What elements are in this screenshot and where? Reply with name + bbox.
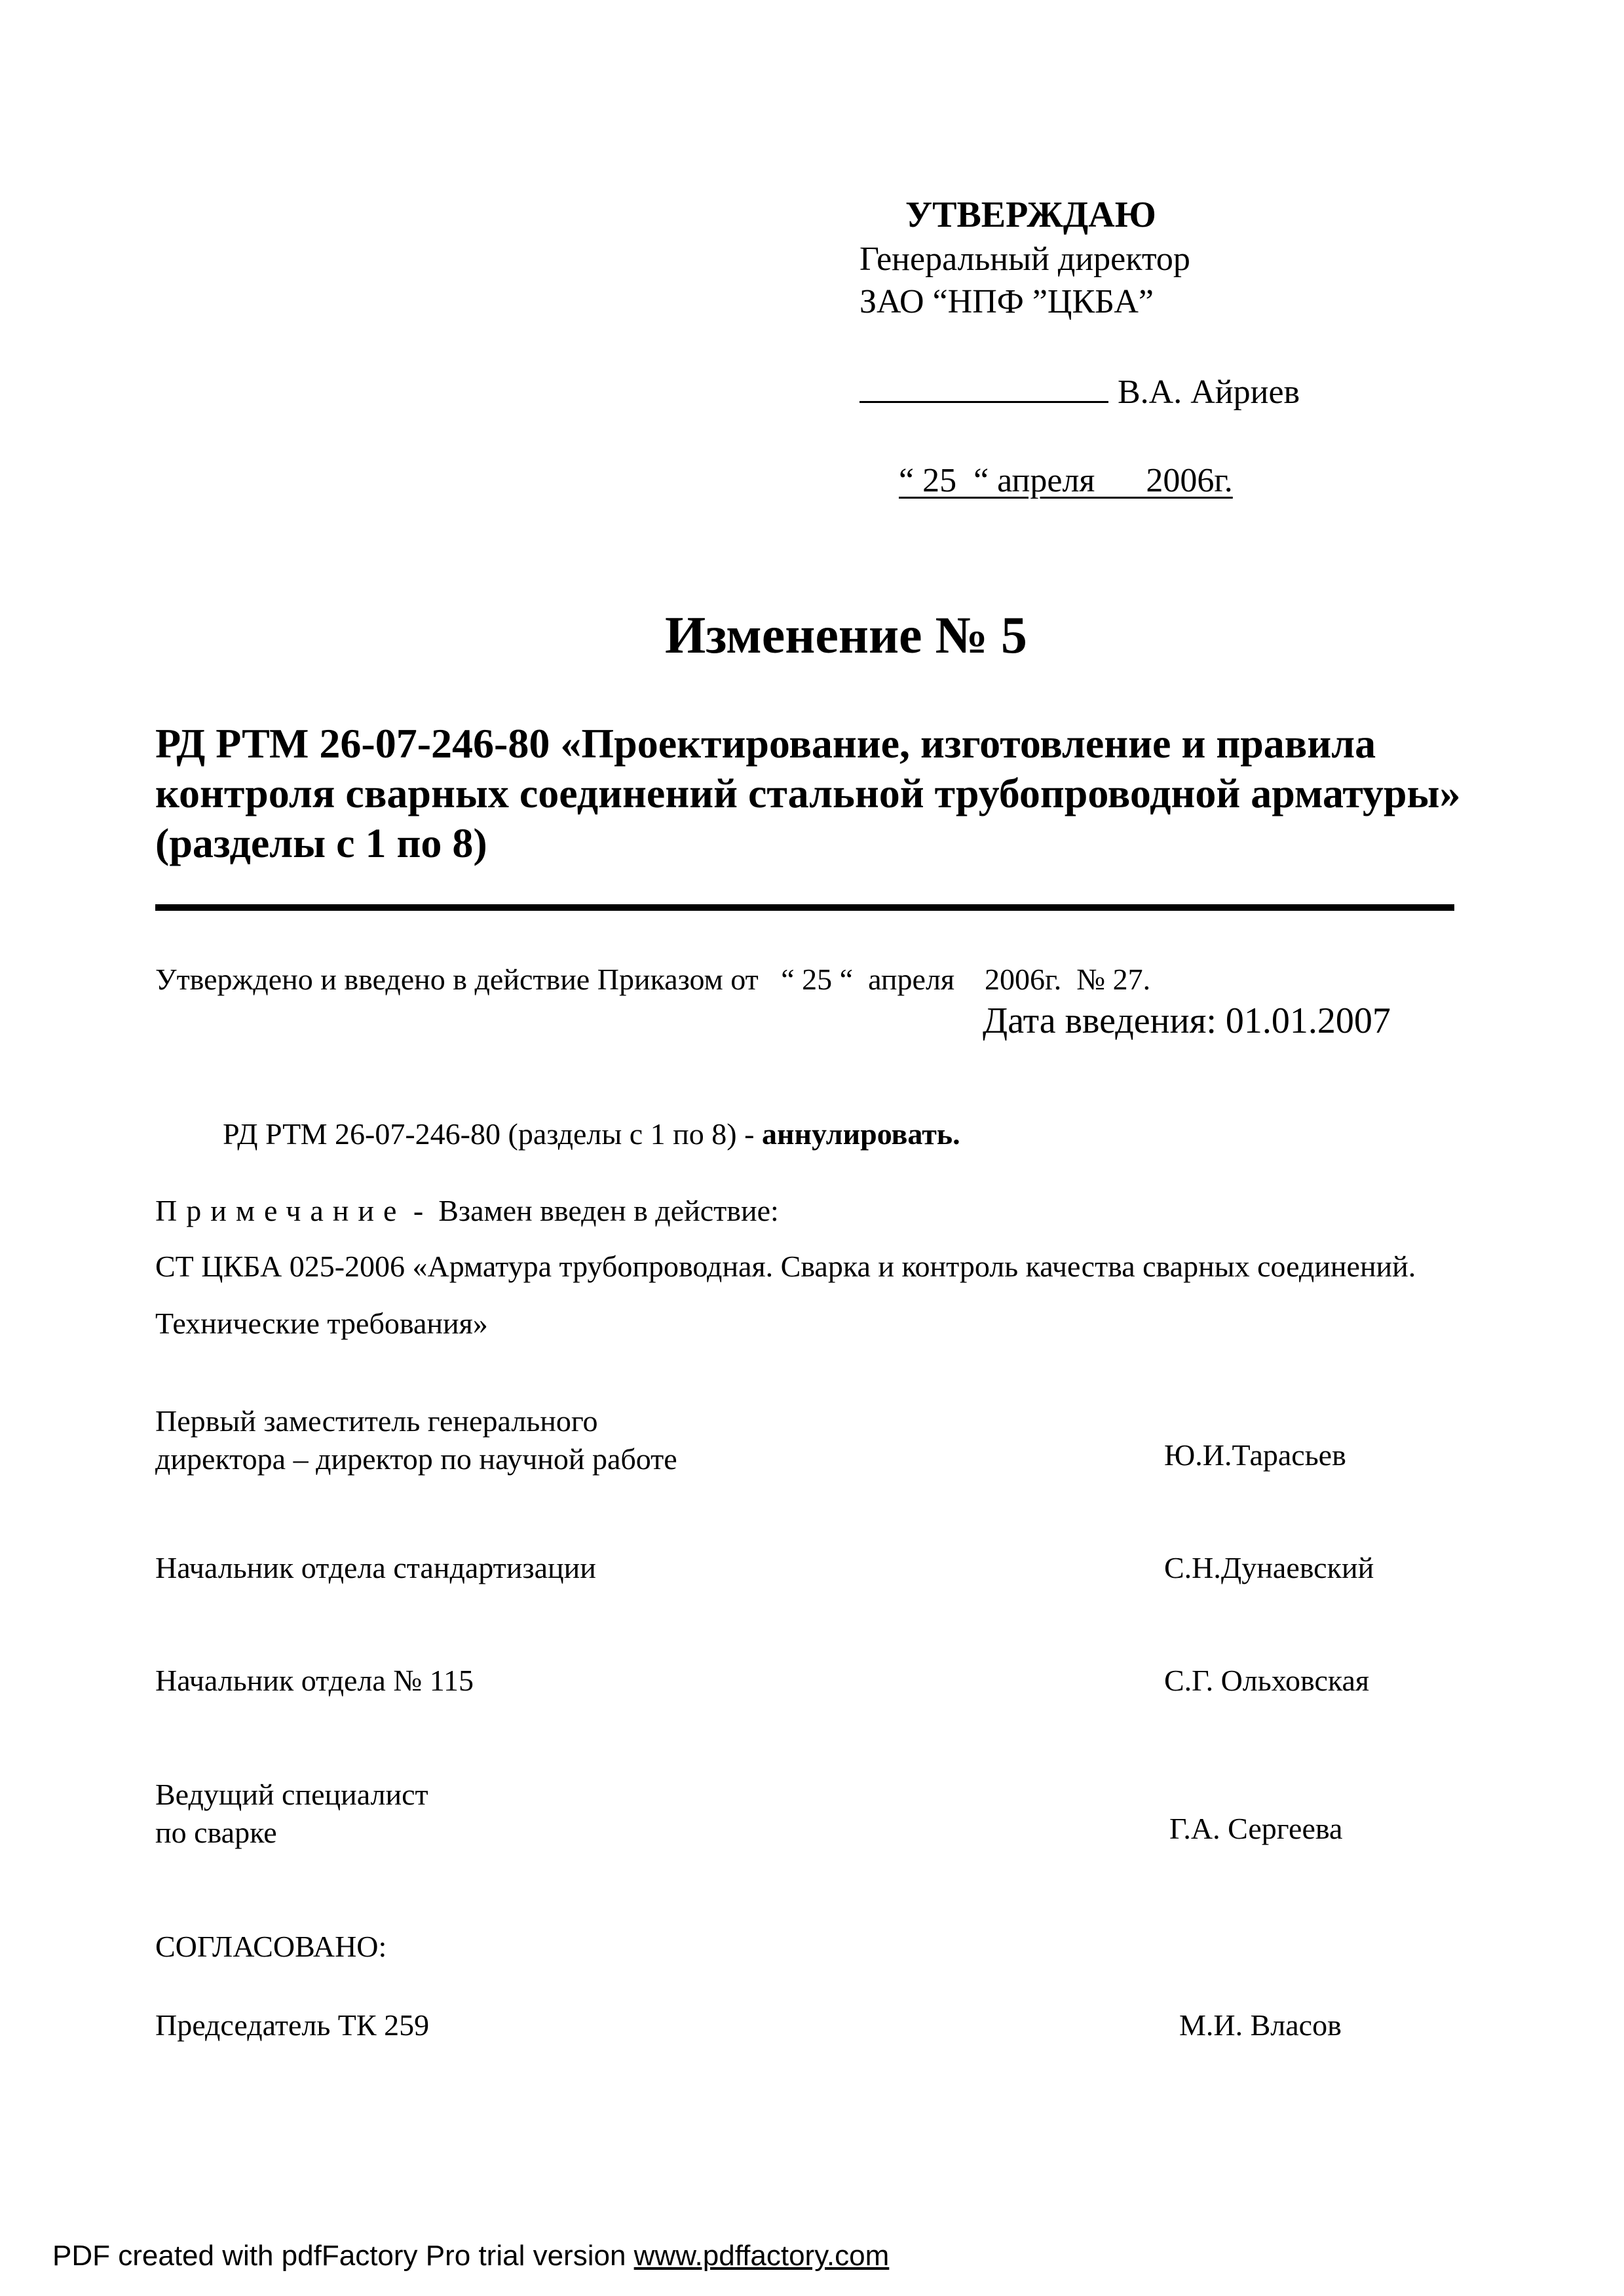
- subtitle-line: (разделы с 1 по 8): [155, 820, 487, 866]
- order-text: Утверждено и введено в действие Приказом от “ 25 “ апреля 2006г. № 27.: [155, 963, 1151, 996]
- position-line: директора – директор по научной работе: [155, 1442, 677, 1476]
- annul-line: [223, 1119, 960, 1149]
- approval-date: “ 25 “ апреля 2006г.: [899, 462, 1233, 499]
- signature-position-2: Начальник отдела стандартизации: [155, 1551, 596, 1584]
- replacement-line-2: Технические требования»: [155, 1307, 488, 1340]
- horizontal-rule: [155, 904, 1454, 911]
- effective-date: Дата введения: 01.01.2007: [983, 1001, 1391, 1041]
- agreed-heading: СОГЛАСОВАНО:: [155, 1930, 387, 1963]
- signature-name-4: Г.А. Сергеева: [1169, 1812, 1343, 1845]
- annul-text: РД РТМ 26-07-246-80 (разделы с 1 по 8) -: [223, 1117, 755, 1151]
- signature-position-3: Начальник отдела № 115: [155, 1664, 474, 1697]
- position-line: Первый заместитель генерального: [155, 1404, 598, 1438]
- document-subtitle: [155, 719, 1460, 868]
- approval-position: Генеральный директор: [859, 240, 1190, 278]
- document-title: Изменение № 5: [665, 607, 1027, 664]
- approval-signatory: В.А. Айриев: [1118, 373, 1300, 411]
- approval-heading: УТВЕРЖДАЮ: [905, 195, 1156, 235]
- annul-action: аннулировать.: [761, 1117, 960, 1151]
- replacement-line-1: СТ ЦКБА 025-2006 «Арматура трубопроводная. Сварка и контроль качества сварных соединений.: [155, 1250, 1416, 1283]
- approval-organization: ЗАО “НПФ ”ЦКБА”: [859, 283, 1154, 320]
- footer-link[interactable]: www.pdffactory.com: [633, 2240, 890, 2272]
- agreed-name: М.И. Власов: [1179, 2008, 1342, 2042]
- subtitle-line: контроля сварных соединений стальной трубопроводной арматуры»: [155, 770, 1461, 816]
- signature-position-4: [155, 1776, 428, 1852]
- signature-name-3: С.Г. Ольховская: [1164, 1664, 1370, 1697]
- note-text: - Взамен введен в действие:: [406, 1194, 779, 1227]
- signature-line: [859, 375, 1108, 403]
- footer-text: PDF created with pdfFactory Pro trial version: [52, 2240, 634, 2272]
- subtitle-line: РД РТМ 26-07-246-80 «Проектирование, изготовление и правила: [155, 720, 1376, 767]
- signature-name-1: Ю.И.Тарасьев: [1164, 1438, 1346, 1472]
- position-line: по сварке: [155, 1816, 277, 1849]
- pdf-footer: [52, 2240, 889, 2272]
- agreed-position: Председатель ТК 259: [155, 2008, 430, 2042]
- note-label: Примечание: [155, 1194, 406, 1227]
- position-line: Ведущий специалист: [155, 1778, 428, 1811]
- signature-name-2: С.Н.Дунаевский: [1164, 1551, 1374, 1584]
- note-line: [155, 1196, 779, 1226]
- approval-signature-row: [859, 375, 1300, 410]
- signature-position-1: [155, 1402, 677, 1478]
